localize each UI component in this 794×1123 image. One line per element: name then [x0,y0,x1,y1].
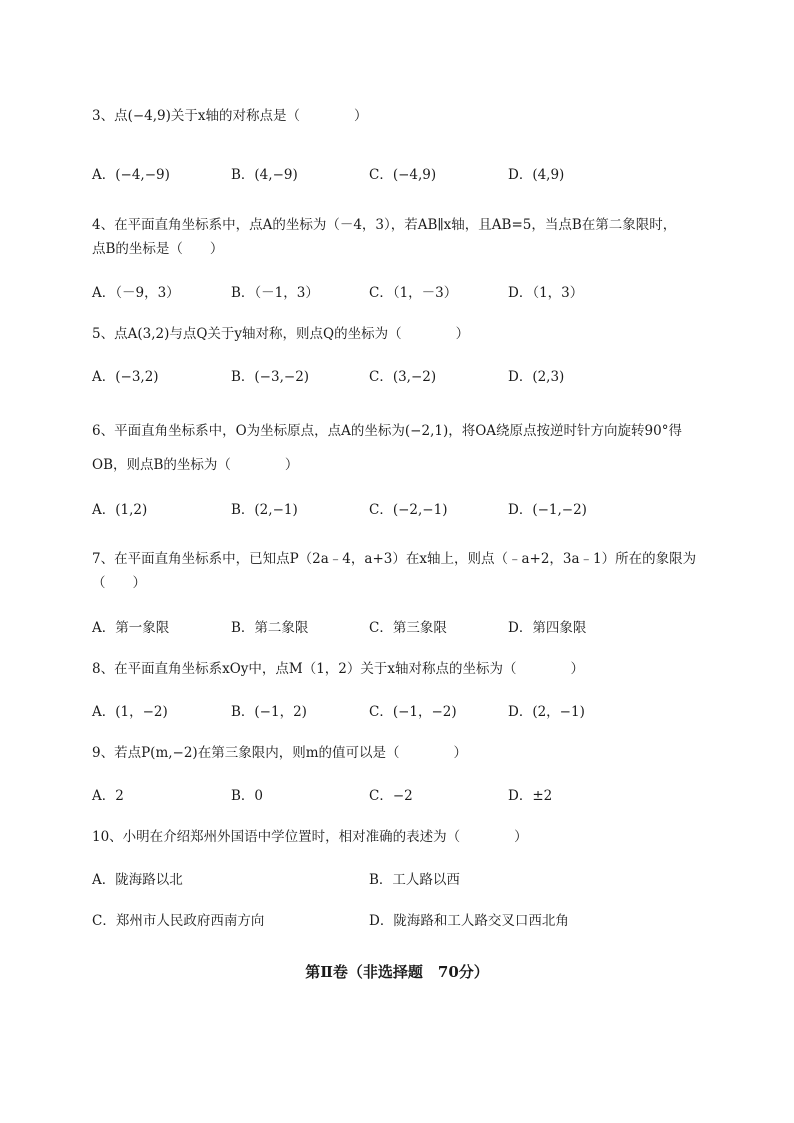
option-b: B．(−1，2) [231,704,307,720]
option-c: C．(−4,9) [369,167,437,183]
question-3-text: 3、点(−4,9)关于x轴的对称点是（ ） [92,108,368,124]
question-7-options [92,616,752,640]
question-7-line-2: （ ） [92,575,146,591]
question-3-options [92,163,752,187]
option-c: C．(3,−2) [369,369,437,385]
option-a: A．第一象限 [92,620,170,636]
question-4 [92,213,752,261]
question-9-options [92,784,752,808]
question-6-line-1: 6、平面直角坐标系中，O为坐标原点，点A的坐标为(−2,1)，将OA绕原点按逆时针方向旋转90°得 [92,423,682,439]
option-b: B．第二象限 [231,620,309,636]
option-b: B．0 [231,788,264,804]
option-c: C．(−2,−1) [369,502,448,518]
option-c: C．(−1，−2) [369,704,457,720]
question-7-line-1: 7、在平面直角坐标系中，已知点P（2a﹣4，a+3）在x轴上，则点（﹣a+2，3a﹣1）所在的象限为 [92,551,697,567]
question-3 [92,104,752,128]
question-10-text: 10、小明在介绍郑州外国语中学位置时，相对准确的表述为（ ） [92,829,528,845]
option-c: C．第三象限 [369,620,447,636]
question-4-line-2: 点B的坐标是（ ） [92,241,224,257]
option-b: B．(2,−1) [231,502,298,518]
question-5-text: 5、点A(3,2)与点Q关于y轴对称，则点Q的坐标为（ ） [92,326,470,342]
option-a: A．(1,2) [92,502,148,518]
option-a: A．陇海路以北 [92,872,183,888]
option-a: A．(1，−2) [92,704,168,720]
option-c: C．郑州市人民政府西南方向 [92,913,265,929]
option-a: A．(−4,−9) [92,167,170,183]
question-8 [92,657,752,681]
option-d: D．(4,9) [508,167,565,183]
question-7 [92,547,752,595]
question-8-options [92,700,752,724]
option-b: B．（－1，3） [231,285,319,301]
option-c: C．（1，－3） [369,285,458,301]
question-9-text: 9、若点P(m,−2)在第三象限内，则m的值可以是（ ） [92,745,468,761]
option-b: B．(4,−9) [231,167,298,183]
question-9 [92,741,752,765]
option-d: D．(2，−1) [508,704,585,720]
option-a: A．(−3,2) [92,369,159,385]
option-a: A．（－9，3） [92,285,180,301]
question-6-line-2: OB，则点B的坐标为（ ） [92,457,299,473]
question-10-options-row-1 [92,868,752,892]
option-d: D．(2,3) [508,369,565,385]
option-c: C．−2 [369,788,413,804]
option-b: B．(−3,−2) [231,369,310,385]
section-title: 第Ⅱ卷（非选择题 70分） [305,963,489,981]
option-d: D．（1，3） [508,285,584,301]
question-10 [92,825,752,849]
question-6 [92,414,752,482]
question-10-options-row-2 [92,909,752,933]
question-5-options [92,365,752,389]
option-d: D．(−1,−2) [508,502,587,518]
question-6-options [92,498,752,522]
question-4-options [92,281,752,305]
question-8-text: 8、在平面直角坐标系xOy中，点M（1，2）关于x轴对称点的坐标为（ ） [92,661,585,677]
option-d: D．陇海路和工人路交叉口西北角 [369,913,569,929]
option-b: B．工人路以西 [369,872,460,888]
option-d: D．第四象限 [508,620,587,636]
option-d: D．±2 [508,788,553,804]
question-5 [92,322,752,346]
option-a: A．2 [92,788,124,804]
question-4-line-1: 4、在平面直角坐标系中，点A的坐标为（－4，3），若AB∥x轴，且AB=5，当点B在第二象限时， [92,217,677,233]
